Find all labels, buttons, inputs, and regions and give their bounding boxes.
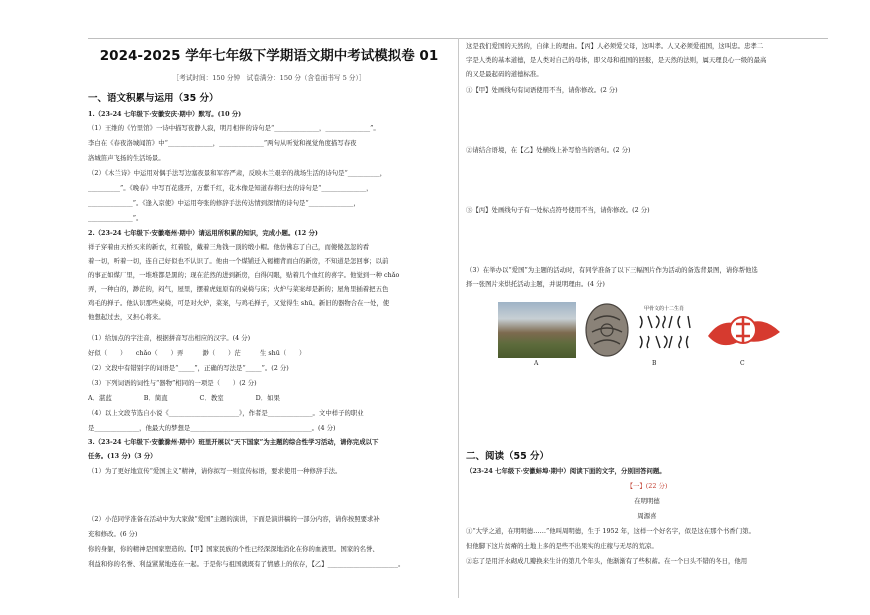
subquestion-4: （3）在举办以“爱国”为主题的活动时，有同学准备了以下三幅图片作为活动的备选背景图，请你帮他选 xyxy=(466,266,758,274)
exam-meta: ［考试时间：150 分钟 试卷满分：150 分（含卷面书写 5 分）］ xyxy=(172,74,366,82)
q2-passage-line: 祥子穿着由天桥买来的新衣，红着脸，戴着三角钱一顶的缎小帽。他仿佛忘了自己，而傻傻忽忽的看 xyxy=(88,243,370,251)
q2-passage-line: 鸡毛的掸子。他认识那些桌椅，可是对火炉，菜案，与鸡毛掸子，又觉得生 shū。新旧的器物合在一处，使 xyxy=(88,299,390,307)
passage-line: 的又是最起码的道德标准。 xyxy=(466,70,543,78)
q2-passage-line: 的事正如煤厂里，一堆堆都是黑的；现在茫然的进到新房，白得闪眼，贴着几个血红的喜字。他觉到一种 chǎo xyxy=(88,271,400,279)
q3-line: 充和修改。(6 分) xyxy=(88,530,138,538)
q3-heading: 3.（23-24 七年级下·安徽滁州·期中）班里开展以“天下国家”为主题的综合性学习活动，请你完成以下 xyxy=(88,438,379,446)
q2-passage-line: 着一切，听着一切，连自己好似也不认识了。他由一个煤铺迁入褐棚背而白的新房，不知道是怎回事；以前 xyxy=(88,257,389,265)
q3-line: 利益和你的名誉、利益紧紧地连在一起。于是你与祖国就既有了情感上的依存，【乙】______________________。 xyxy=(88,560,405,568)
q1-line: ______________”。 xyxy=(88,214,143,222)
article-author: 周源喜 xyxy=(637,512,657,520)
great-wall-image xyxy=(498,302,576,358)
q1-line: 洛城笛声飞扬的生活场景。 xyxy=(88,154,165,162)
q2-subquestion: （1）给加点的字注音，根据拼音写出相应的汉字。(4 分) xyxy=(88,334,251,342)
q2-passage-line: 弄，一种白的，渺茫的，闷气，屋里，摆着虎妞原有的桌椅与床；火炉与菜案却是新的；屋角里插着把五色 xyxy=(88,285,389,293)
q3-line: （1）为了更好地宣传“爱国主义”精神，请你拟写一则宣传标语，要求使用一种修辞手法。 xyxy=(88,467,342,475)
subquestion-2: ②请结合语境，在【乙】处横线上补写恰当的语句。(2 分) xyxy=(466,146,631,154)
image-label-b: B xyxy=(652,360,657,367)
image-label-c: C xyxy=(740,360,745,367)
q1-line: ______________”。《逢入京使》中运用夸张的修辞手法传达情到深情的诗句是“______________， xyxy=(88,199,360,207)
article-line: ①“大学之道，在明明德……”他叫周明德，生于 1952 年，这样一个好名字，似是这在那个书香门第。 xyxy=(466,527,755,535)
subquestion-4-cont: 择一张图片来烘托活动主题，并说明理由。(4 分) xyxy=(466,280,605,288)
q3-heading-cont: 任务。(13 分)（3 分） xyxy=(88,452,157,460)
q2-passage-line: 他想起过去，又担心将来。 xyxy=(88,313,165,321)
q2-subquestion: （2）文段中有错别字的词语是“_____”，正确的写法是“_____”。(2 分) xyxy=(88,364,289,372)
article-line: ②忘了是用汗水砌成几瓣换来生计的第几个年头，他渐渐有了些积蓄。在一个日头不错的冬日，他用 xyxy=(466,557,748,565)
section-1-heading: 一、语文积累与运用（35 分） xyxy=(88,93,219,104)
right-column xyxy=(466,0,828,615)
column-divider xyxy=(458,38,459,598)
passage-line: 字是人类的基本道德，是人类对自己的母体，即父母和祖国的回报，是天然的法则，属天理良心一级的最高 xyxy=(466,56,767,64)
q2-subquestion: （3）下列词语的词性与“器物”相同的一项是（ ）(2 分) xyxy=(88,379,257,387)
left-column xyxy=(88,0,450,615)
q3-line: 你的身躯，你的精神是国家塑造的。【甲】国家民族的个性已经深深地消化在你的血液里。国家的名誉、 xyxy=(88,545,379,553)
subquestion-1: ①【甲】处画线句有词语使用不当，请你修改。(2 分) xyxy=(466,86,618,94)
q2-subquestion: 好似（ ） chǎo（ ）弄 渺（ ）茫 生 shū（ ） xyxy=(88,349,306,357)
china-emblem-image xyxy=(702,302,784,358)
section-2-heading: 二、阅读（55 分） xyxy=(466,451,550,462)
reading-part-label: 【一】(22 分) xyxy=(626,482,668,490)
q1-line: （1）王维的《竹里馆》一诗中描写夜静人寂，明月相伴的诗句是“______________，______________”。 xyxy=(88,124,380,132)
subquestion-3: ③【丙】处画线句子有一处标点符号使用不当，请你修改。(2 分) xyxy=(466,206,650,214)
q2-subquestion: （4）以上文段节选自小说《______________________》，作者是______________。文中样子的职业 xyxy=(88,409,364,417)
q2-options: A．湛蓝 B．简直 C．教室 D．如果 xyxy=(88,394,280,402)
reading-heading: （23-24 七年级下·安徽蚌埠·期中）阅读下面的文字，分别回答问题。 xyxy=(466,467,666,475)
image-label-a: A xyxy=(534,360,539,367)
q1-line: 李白在《春夜洛城闻笛》中“______________，______________”两句从听觉和视觉角度描写春夜 xyxy=(88,139,357,147)
q1-heading: 1.（23-24 七年级下·安徽安庆·期中）默写。(10 分) xyxy=(88,110,242,118)
passage-line: 这是我们爱国的天然的，自律上的理由。【丙】人必须爱父母，这叫孝。人又必须爱祖国，这叫忠。忠孝二 xyxy=(466,42,764,50)
q3-line: （2）小范同学准备在活动中为大家做“爱国”主题的演讲，下面是演讲稿的一部分内容，请你按照要求补 xyxy=(88,515,380,523)
bronze-relic-image xyxy=(584,302,630,358)
oracle-caption: 甲骨文的十二生肖 xyxy=(643,306,685,312)
q2-heading: 2.（23-24 七年级下·安徽亳州·期中）请运用所积累的知识，完成小题。(12 分) xyxy=(88,229,318,237)
article-line: 但他脚下这片贫瘠的土地上多的是些不出果实的庄稼与无尽的荒凉。 xyxy=(466,542,658,550)
q2-subquestion: 是______________，他最大的梦想是______________________________________。(4 分) xyxy=(88,424,336,432)
oracle-bone-zodiac-image xyxy=(634,302,694,358)
q1-line: （2）《木兰诗》中运用对偶手法写边塞夜景和军容严肃，反映木兰艰辛的战场生活的诗句是“__________， xyxy=(88,169,387,177)
article-title: 在明明德 xyxy=(634,497,660,505)
q1-line: __________”。《晚春》中写百花盛开，万紫千红，花木像是知道春将归去的诗句是“______________， xyxy=(88,184,373,192)
page-title: 2024-2025 学年七年级下学期语文期中考试模拟卷 01 xyxy=(99,48,439,64)
